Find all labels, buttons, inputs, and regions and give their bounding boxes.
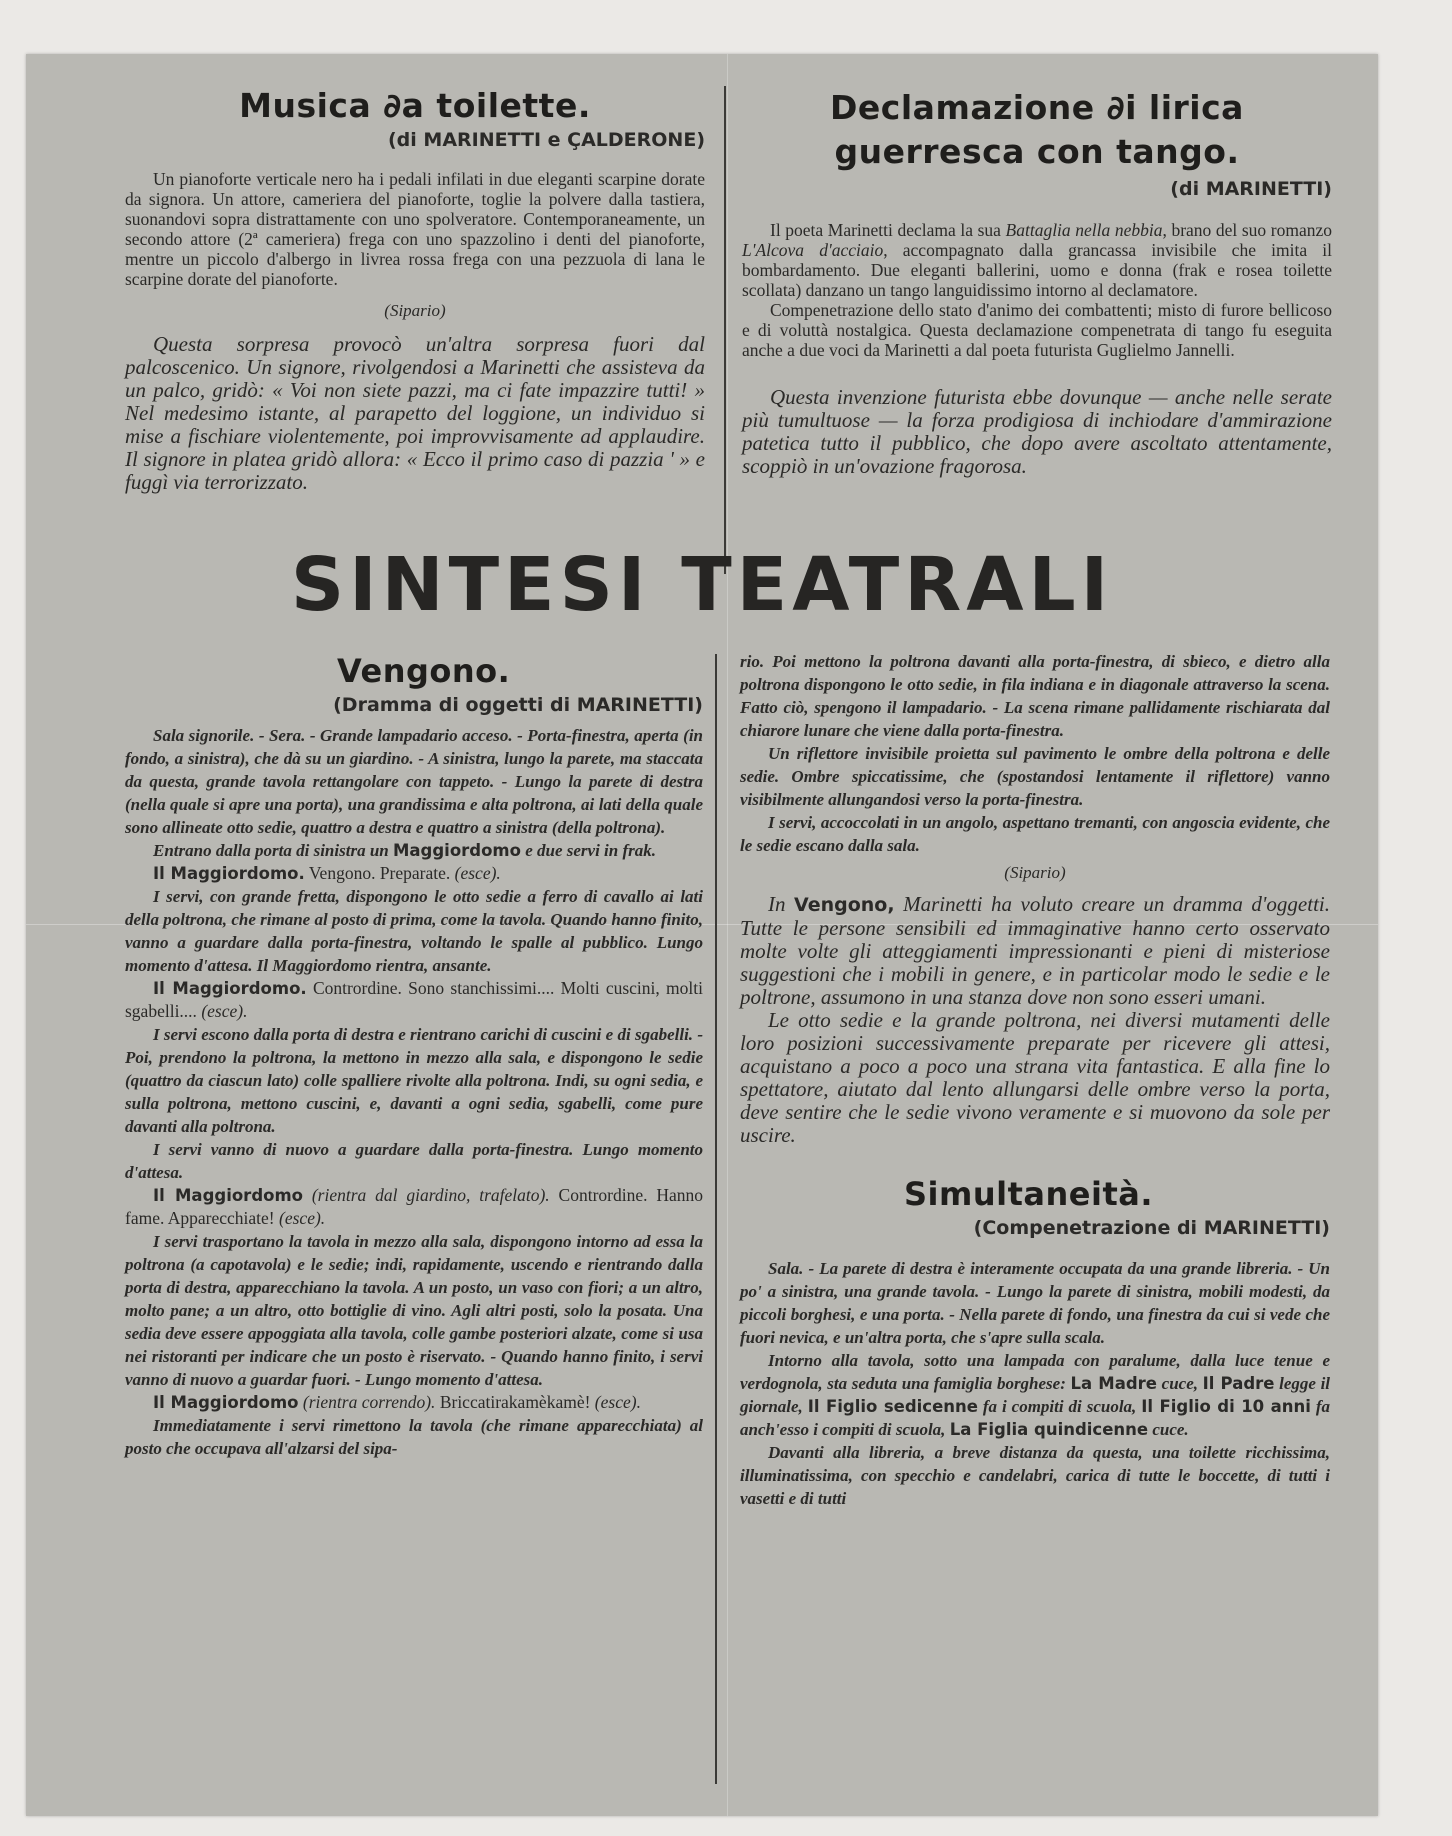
vengono-section [125, 652, 703, 1460]
declamazione-section [742, 86, 1332, 478]
simultaneita-title: Simultaneità. [904, 1175, 1153, 1213]
vengono-stage-2: Entrano dalla porta di sinistra un Maggiordomo e due servi in frak. [153, 841, 657, 860]
simultaneita-credit: (Compenetrazione di MARINETTI) [973, 1217, 1330, 1239]
vengono-line-1: Il Maggiordomo. Vengono. Preparate. (esce). [153, 863, 501, 883]
vengono-credit: (Dramma di oggetti di MARINETTI) [333, 694, 703, 716]
page-fold-vertical [727, 54, 728, 1816]
musica-section [125, 86, 705, 494]
vengono-stage-5: I servi vanno di nuovo a guardare dalla porta-finestra. Lungo momento d'attesa. [125, 1140, 703, 1182]
vengono-stage-6: I servi trasportano la tavola in mezzo alla sala, dispongono intorno ad essa la poltrona (a capotavola) e le sedie; indi, rapidamente, uscendo e rientrando dalla porta di destra, apparecchiano la tavola. A un posto, un vaso con fiori; a un altro, molto pane; a un altro, otto bottiglie di vino. Agli altri posti, solo la posata. Una sedia deve essere appoggiata alla tavola, colle gambe posteriori alzate, come si usa nei ristoranti per indicare che un posto è riservato. - Quando hanno finito, i servi vanno di nuovo a guardar fuori. - Lungo momento d'attesa. [125, 1232, 703, 1389]
declamazione-comment: Questa invenzione futurista ebbe dovunque — anche nelle serate più tumultuose — la forza prodigiosa di inchiodare d'ammirazione patetica tutto il pubblico, che dopo avere ascoltato attentamente, scoppiò in un'ovazione fragorosa. [742, 385, 1332, 478]
declamazione-credit: (di MARINETTI) [1170, 178, 1332, 200]
vengono-cont-stage-1: rio. Poi mettono la poltrona davanti alla porta-finestra, di sbieco, e dietro alla poltrona dispongono le otto sedie, in fila indiana e in diagonale attraverso la scena. Fatto ciò, spengono il lampadario. - La scena rimane pallidamente rischiarata dal chiarore lunare che viene dalla porta-finestra. [740, 652, 1330, 740]
vengono-cont-stage-2: Un riflettore invisibile proietta sul pavimento le ombre della poltrona e delle sedie. Ombre spiccatissime, che (spostandosi lentamente il riflettore) vanno visibilmente allungandosi verso la porta-finestra. [740, 744, 1330, 809]
declamazione-body-1: Il poeta Marinetti declama la sua Battaglia nella nebbia, brano del suo romanzo L'Alcova d'acciaio, accompagnato dalla grancassa invisibile che imita il bombardamento. Due eleganti ballerini, uomo e donna (frak e rosea toilette scollata) danzano un tango languidissimo intorno al declamatore. [742, 220, 1332, 300]
vengono-cont-stage-3: I servi, accoccolati in un angolo, aspettano tremanti, con angoscia evidente, che le sedie escano dalla sala. [740, 813, 1330, 855]
simultaneita-stage-3: Davanti alla libreria, a breve distanza da questa, una toilette ricchissima, illuminatissima, con specchio e candelabri, carica di tutte le boccette, di tutti i vasetti e di tutti [740, 1443, 1330, 1508]
column-divider-top [724, 86, 726, 574]
musica-title: Musica ∂a toilette. [239, 86, 591, 125]
musica-sipario: (Sipario) [384, 301, 446, 320]
column-divider-bottom [715, 654, 717, 1784]
musica-comment: Questa sorpresa provocò un'altra sorpresa fuori dal palcoscenico. Un signore, rivolgendosi a Marinetti che assisteva da un palco, gridò: « Voi non siete pazzi, ma ci fate impazzire tutti! » Nel medesimo istante, al parapetto del loggione, un individuo si mise a fischiare violentemente, poi improvvisamente ad applaudire. Il signore in platea gridò allora: « Ecco il primo caso di pazzia ' » e fuggì via terrorizzato. [125, 332, 705, 494]
simultaneita-stage-2: Intorno alla tavola, sotto una lampada con paralume, dalla luce tenue e verdognola, sta seduta una famiglia borghese: La Madre cuce, Il Padre legge il giornale, Il Figlio sedicenne fa i compiti di scuola, Il Figlio di 10 anni fa anch'esso i compiti di scuola, La Figlia quindicenne cuce. [740, 1351, 1331, 1439]
simultaneita-section [740, 1175, 1330, 1510]
vengono-line-3: Il Maggiordomo (rientra dal giardino, trafelato). Contrordine. Hanno fame. Apparecchiate! (esce). [125, 1185, 703, 1228]
simultaneita-stage-1: Sala. - La parete di destra è interamente occupata da una grande libreria. - Un po' a sinistra, una grande tavola. - Lungo la parete di sinistra, mobili modesti, da piccoli borghesi, e una porta. - Nella parete di fondo, una finestra da cui si vede che fuori nevica, e un'altra porta, che s'apre sulla scala. [740, 1259, 1330, 1347]
vengono-line-2: Il Maggiordomo. Contrordine. Sono stanchissimi.... Molti cuscini, molti sgabelli.... (esce). [125, 978, 703, 1021]
declamazione-title: Declamazione ∂i lirica guerresca con tango. [830, 88, 1244, 171]
vengono-stage-4: I servi escono dalla porta di destra e rientrano carichi di cuscini e di sgabelli. - Poi, prendono la poltrona, la mettono in mezzo alla sala, e dispongono le sedie (quattro da ciascun lato) colle spalliere rivolte alla poltrona. Indi, su ogni sedia, e sulla poltrona, mettono cuscini, e, davanti a ogni sedia, sgabelli, come pure davanti alla poltrona. [125, 1025, 703, 1136]
printed-page [26, 54, 1378, 1816]
vengono-stage-7: Immediatamente i servi rimettono la tavola (che rimane apparecchiata) al posto che occupava all'alzarsi del sipa- [125, 1416, 703, 1458]
declamazione-body-2: Compenetrazione dello stato d'animo dei combattenti; misto di furore bellicoso e di voluttà nostalgica. Questa declamazione compenetrata di tango fu eseguita anche a due voci da Marinetti a dal poeta futurista Guglielmo Jannelli. [742, 300, 1332, 360]
vengono-sipario: (Sipario) [1004, 863, 1066, 882]
musica-credit: (di MARINETTI e ÇALDERONE) [388, 129, 705, 151]
vengono-stage-1: Sala signorile. - Sera. - Grande lampadario acceso. - Porta-finestra, aperta (in fondo, a sinistra), che dà su un giardino. - A sinistra, lungo la parete, ma staccata da questa, grande tavola rettangolare con tappeto. - Lungo la parete di destra (nella quale si apre una porta), una grandissima e alta poltrona, ai lati della quale sono allineate otto sedie, quattro a destra e quattro a sinistra (della poltrona). [125, 726, 703, 837]
main-title: SINTESI TEATRALI [290, 542, 1114, 628]
vengono-comment-2: Le otto sedie e la grande poltrona, nei diversi mutamenti delle loro posizioni successivamente preparate per ricevere gli attesi, acquistano a poco a poco una strana vita fantastica. E alla fine lo spettatore, aiutato dal lento allungarsi delle ombre verso la porta, deve sentire che le sedie vivono veramente e si muovono da sole per uscire. [740, 1008, 1330, 1147]
musica-body: Un pianoforte verticale nero ha i pedali infilati in due eleganti scarpine dorate da signora. Un attore, cameriera del pianoforte, toglie la polvere dalla tastiera, suonandovi sopra distrattamente con uno spolveratore. Contemporaneamente, un secondo attore (2ª cameriera) frega con uno spazzolino i denti del pianoforte, mentre un piccolo d'albergo in livrea rossa frega con una pezzuola di lana le scarpine dorate del pianoforte. [125, 169, 705, 289]
vengono-continued [740, 650, 1330, 1510]
vengono-title: Vengono. [337, 652, 511, 690]
vengono-line-4: Il Maggiordomo (rientra correndo). Briccatirakamèkamè! (esce). [153, 1392, 641, 1412]
vengono-comment-1: In Vengono, Marinetti ha voluto creare un dramma d'oggetti. Tutte le persone sensibili ed immaginative hanno certo osservato molte volte gli atteggiamenti impressionanti e pieni di misteriose suggestioni che i mobili in genere, e in particolar modo le sedie e le poltrone, assumono in una stanza dove non sono esseri umani. [740, 892, 1330, 1009]
vengono-stage-3: I servi, con grande fretta, dispongono le otto sedie a ferro di cavallo ai lati della poltrona, che rimane al posto di prima, come la tavola. Quando hanno finito, vanno a guardare dalla porta-finestra, voltando le spalle al pubblico. Lungo momento d'attesa. Il Maggiordomo rientra, ansante. [125, 887, 703, 975]
